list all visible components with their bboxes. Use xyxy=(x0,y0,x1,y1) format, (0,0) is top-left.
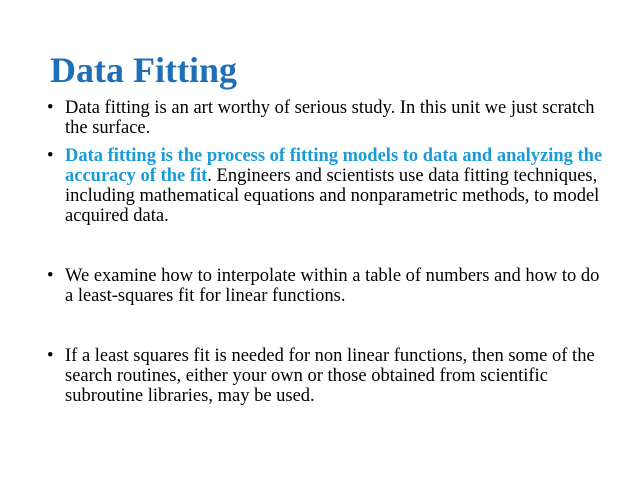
bullet-marker: • xyxy=(47,98,54,118)
bullet-marker: • xyxy=(47,346,54,366)
slide-title: Data Fitting xyxy=(50,50,237,90)
bullet-text: Data fitting is an art worthy of serious study. In this unit we just scratch the surface. xyxy=(65,98,595,138)
bullet-item-2 xyxy=(47,146,607,226)
bullet-marker: • xyxy=(47,266,54,286)
bullet-text: We examine how to interpolate within a table of numbers and how to do a least-squares fit for linear functions. xyxy=(65,266,600,306)
bullet-item-4 xyxy=(47,346,607,406)
bullet-text-rest: . Engineers and scientists use data fitting techniques, including mathematical equations and nonparametric methods, to model acquired data. xyxy=(65,166,600,226)
bullet-item-3 xyxy=(47,266,607,306)
bullet-item-1 xyxy=(47,98,607,138)
bullet-list xyxy=(47,98,607,406)
bullet-text xyxy=(65,146,607,226)
bullet-marker: • xyxy=(47,146,54,166)
definition-highlight: Data fitting is the process of fitting models to data and analyzing the accuracy of the fit xyxy=(65,146,603,186)
bullet-text: If a least squares fit is needed for non linear functions, then some of the search routines, either your own or those obtained from scientific subroutine libraries, may be used. xyxy=(65,346,595,406)
